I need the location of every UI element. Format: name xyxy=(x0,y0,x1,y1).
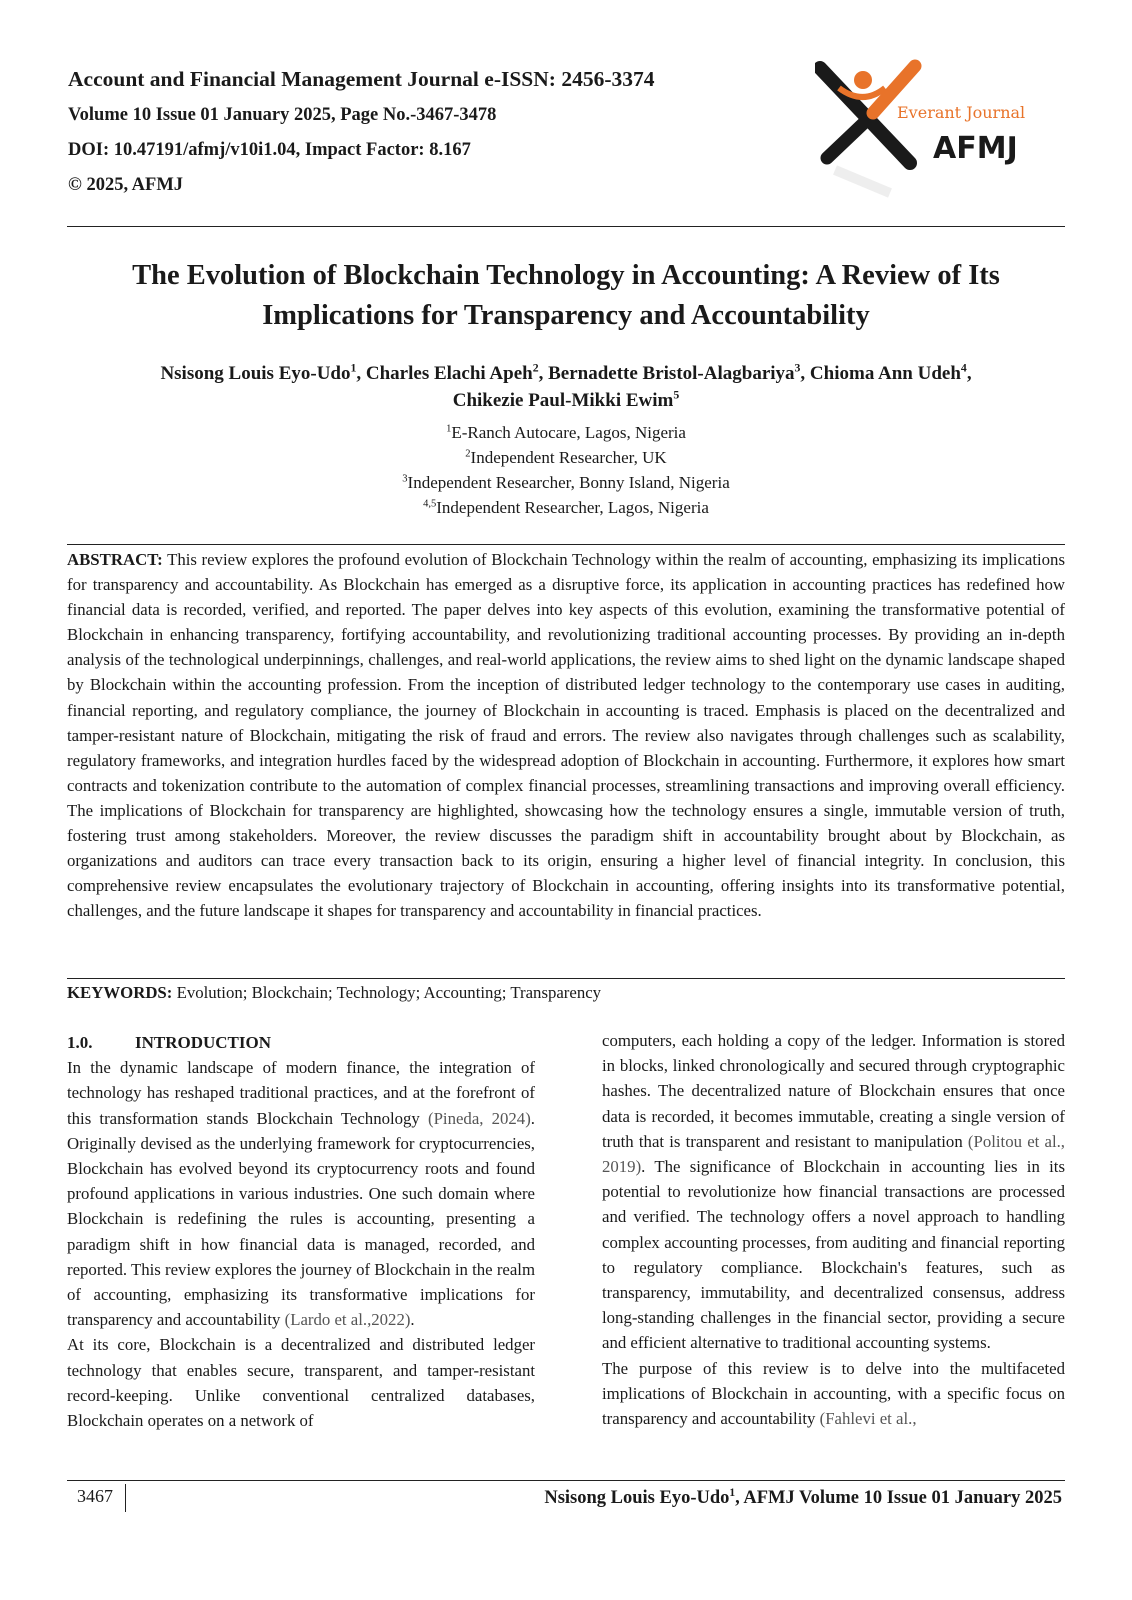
footer-sup: 1 xyxy=(729,1486,736,1499)
author-sup: 1 xyxy=(350,361,357,375)
body-paragraph xyxy=(602,1356,1065,1432)
journal-copyright: © 2025, AFMJ xyxy=(68,175,184,195)
body-column-right xyxy=(602,1028,1065,1431)
paragraph-text: . The significance of Blockchain in accounting lies in its potential to revolutionize how financial transactions are processed and verified. The technology offers a novel approach to handling complex accounting processes, from auditing and financial reporting to regulatory compliance. Blockchain's features, such as transparency, immutability, and decentralized consensus, address long-standing challenges in the financial sector, providing a secure and efficient alternative to traditional accounting systems. xyxy=(602,1157,1065,1353)
paragraph-text: . Originally devised as the underlying framework for cryptocurrencies, Blockchain has evolved beyond its cryptocurrency roots and found profound applications in various industries. One such domain where Blockchain is redefining the rules is accounting, presenting a paradigm shift in how financial data is managed, recorded, and reported. This review explores the journey of Blockchain in the realm of accounting, emphasizing its transformative implications for transparency and accountability xyxy=(67,1108,536,1330)
logo-abbrev-text: AFMJ xyxy=(933,131,1018,166)
paper-title-line1: The Evolution of Blockchain Technology in Accounting: A Review of Its xyxy=(132,260,1000,291)
abstract-top-rule xyxy=(67,544,1065,545)
affiliation xyxy=(67,445,1065,470)
citation-link[interactable]: (Pineda, 2024) xyxy=(428,1108,531,1128)
body-paragraph: At its core, Blockchain is a decentralized and distributed ledger technology that enables secure, transparent, and tamper-resistant record-keeping. Unlike conventional centralized databases, Blockchain operates on a network of xyxy=(67,1335,535,1431)
journal-logo xyxy=(815,58,1055,198)
paper-title-line2: Implications for Transparency and Accountability xyxy=(262,300,870,331)
paragraph-text: . xyxy=(410,1310,415,1330)
author-name: Chikezie Paul-Mikki Ewim xyxy=(452,390,674,411)
abstract xyxy=(67,547,1065,923)
running-footer xyxy=(544,1486,1062,1510)
paragraph-text: The purpose of this review is to delve into the multifaceted implications of Blockchain in accounting, with a specific focus on transparency and accountability xyxy=(602,1358,1065,1429)
affiliation-text: Independent Researcher, Bonny Island, Nigeria xyxy=(407,473,730,492)
affiliation-text: E-Ranch Autocare, Lagos, Nigeria xyxy=(451,423,686,442)
author-name: Nsisong Louis Eyo-Udo xyxy=(160,363,351,384)
affiliation-list xyxy=(67,420,1065,520)
author-sup: 4 xyxy=(960,361,967,375)
author-sep: , xyxy=(356,363,366,384)
paper-title xyxy=(67,256,1065,336)
author-name: Bernadette Bristol-Alagbariya xyxy=(548,363,795,384)
abstract-bottom-rule xyxy=(67,978,1065,979)
section-title: INTRODUCTION xyxy=(135,1033,272,1052)
journal-volume: Volume 10 Issue 01 January 2025, Page No.-3467-3478 xyxy=(68,105,497,125)
body-column-left xyxy=(67,1030,535,1433)
journal-header xyxy=(68,64,768,196)
journal-name: Account and Financial Management Journal e-ISSN: 2456-3374 xyxy=(68,67,655,91)
affiliation xyxy=(67,495,1065,520)
author-sep: , xyxy=(800,363,810,384)
body-paragraph xyxy=(602,1028,1065,1356)
keywords-label: KEYWORDS: xyxy=(67,983,173,1002)
affiliation-sup: 1 xyxy=(446,423,452,435)
section-number: 1.0. xyxy=(67,1033,93,1052)
affiliation-text: Independent Researcher, UK xyxy=(470,448,667,467)
citation-link[interactable]: (Fahlevi et al., xyxy=(819,1409,917,1429)
abstract-text: This review explores the profound evolution of Blockchain Technology within the realm of accounting, emphasizing its implications for transparency and accountability. As Blockchain has emerged as a disruptive force, its application in accounting practices has redefined how financial data is recorded, verified, and reported. The paper delves into key aspects of this evolution, examining the transformative potential of Blockchain in enhancing transparency, fortifying accountability, and revolutionizing traditional accounting processes. By providing an in-depth analysis of the technological underpinnings, challenges, and real-world applications, the review aims to shed light on the dynamic landscape shaped by Blockchain within the accounting profession. From the inception of distributed ledger technology to the contemporary use cases in auditing, financial reporting, and regulatory compliance, the journey of Blockchain in accounting is traced. Emphasis is placed on the decentralized and tamper-resistant nature of Blockchain, mitigating the risk of fraud and errors. The review also navigates through challenges such as scalability, regulatory frameworks, and integration hurdles faced by the widespread adoption of Blockchain in accounting. Furthermore, it explores how smart contracts and tokenization contribute to the automation of complex financial processes, streamlining transactions and improving overall efficiency. The implications of Blockchain for transparency are highlighted, showcasing how the technology ensures a single, immutable version of truth, fostering trust among stakeholders. Moreover, the review discusses the paradigm shift in accountability brought about by Blockchain, as organizations and auditors can trace every transaction back to its origin, ensuring a higher level of financial integrity. In conclusion, this comprehensive review encapsulates the evolutionary trajectory of Blockchain in accounting, offering insights into its transformative potential, challenges, and the future landscape it shapes for transparency and accountability in financial practices. xyxy=(67,550,1065,921)
citation-link[interactable]: (Lardo et al.,2022) xyxy=(284,1310,411,1330)
keywords-text: Evolution; Blockchain; Technology; Accounting; Transparency xyxy=(176,983,602,1002)
paragraph-text: In the dynamic landscape of modern finance, the integration of technology has reshaped traditional practices, and at the forefront of this transformation stands Blockchain Technology xyxy=(67,1058,535,1128)
journal-doi: DOI: 10.47191/afmj/v10i1.04, Impact Factor: 8.167 xyxy=(68,140,471,160)
author-name: Charles Elachi Apeh xyxy=(365,363,533,384)
author-sup: 2 xyxy=(532,361,539,375)
affiliation-sup: 4,5 xyxy=(423,498,437,510)
header-rule xyxy=(67,226,1065,227)
affiliation-sup: 3 xyxy=(402,473,408,485)
page-number: 3467 xyxy=(77,1484,126,1512)
section-heading xyxy=(67,1030,535,1055)
author-sup: 5 xyxy=(673,388,680,402)
affiliation-sup: 2 xyxy=(465,448,471,460)
affiliation-text: Independent Researcher, Lagos, Nigeria xyxy=(436,498,709,517)
affiliation xyxy=(67,470,1065,495)
body-paragraph xyxy=(67,1055,535,1332)
keywords xyxy=(67,981,1065,1005)
author-list xyxy=(67,360,1065,414)
citation-link[interactable]: (Politou et al., 2019) xyxy=(602,1131,1066,1177)
logo-publisher-text: Everant Journal xyxy=(897,103,1026,122)
paragraph-text: computers, each holding a copy of the ledger. Information is stored in blocks, linked chronologically and secured through cryptographic hashes. The decentralized nature of Blockchain ensures that once data is recorded, it becomes immutable, creating a single version of truth that is transparent and resistant to manipulation xyxy=(602,1031,1065,1151)
author-sep: , xyxy=(538,363,549,384)
footer-author: Nsisong Louis Eyo-Udo xyxy=(544,1488,730,1508)
abstract-label: ABSTRACT: xyxy=(67,550,163,569)
author-name: Chioma Ann Udeh xyxy=(809,363,961,384)
journal-logo-graphic xyxy=(815,58,1055,198)
footer-journal: , AFMJ Volume 10 Issue 01 January 2025 xyxy=(735,1488,1062,1508)
affiliation xyxy=(67,420,1065,445)
footer-rule xyxy=(67,1480,1065,1481)
author-sep: , xyxy=(966,363,972,384)
author-sup: 3 xyxy=(794,361,801,375)
